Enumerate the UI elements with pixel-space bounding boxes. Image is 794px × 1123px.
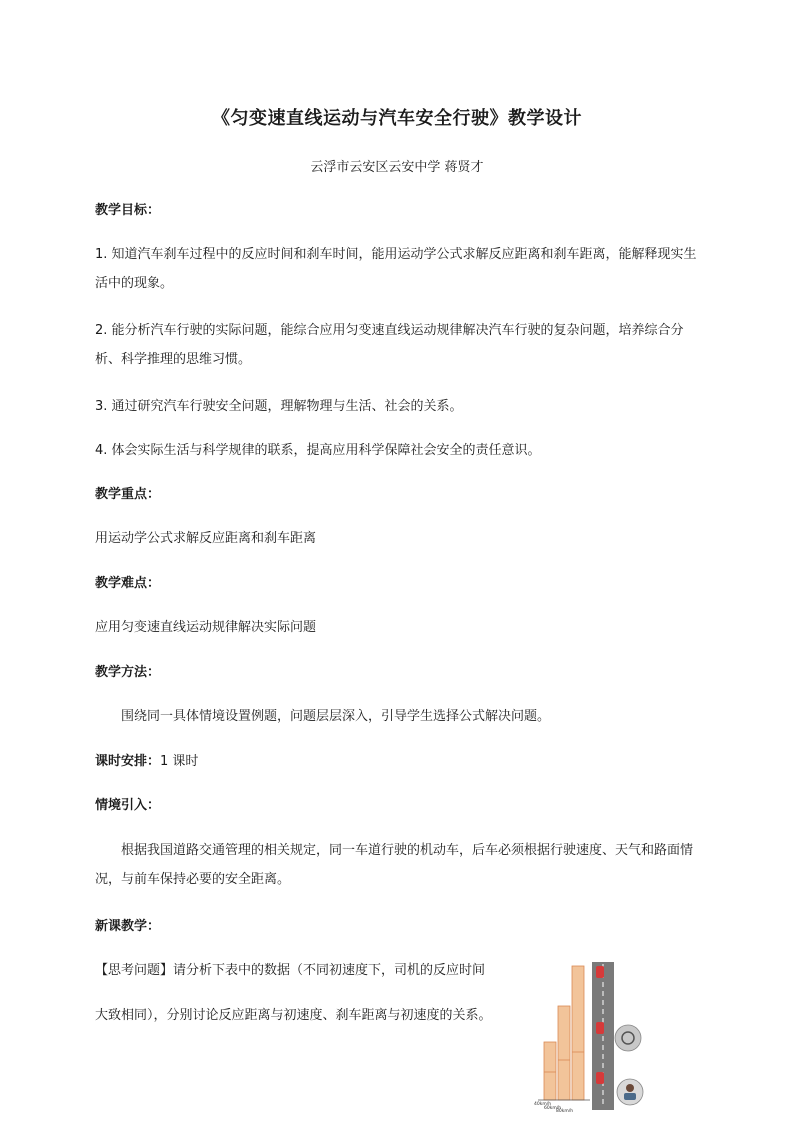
braking-distance-illustration [530,960,650,1112]
question-line-2: 大致相同），分别讨论反应距离与初速度、刹车距离与初速度的关系。 [95,1008,492,1023]
method-heading: 教学方法： [95,665,161,680]
car-icon [596,966,604,978]
objective-item-4: 4. 体会实际生活与科学规律的联系，提高应用科学保障社会安全的责任意识。 [95,443,541,458]
speed-label: 80km/h [556,1109,574,1112]
objective-item-3: 3. 通过研究汽车行驶安全问题，理解物理与生活、社会的关系。 [95,399,463,414]
car-icon [596,1072,604,1084]
intro-text: 根据我国道路交通管理的相关规定，同一车道行驶的机动车，后车必须根据行驶速度、天气和路面情况，与前车保持必要的安全距离。 [95,843,694,887]
distance-bar [572,966,584,1100]
objective-item-1: 1. 知道汽车刹车过程中的反应时间和刹车时间，能用运动学公式求解反应距离和刹车距离，能解释现实生活中的现象。 [95,247,697,291]
steering-wheel-icon [615,1025,641,1051]
author-line: 云浮市云安区云安中学 蒋贤才 [310,160,484,175]
speed-label: 60km/h [544,1106,562,1111]
key-point-heading: 教学重点： [95,487,161,502]
objective-item-2: 2. 能分析汽车行驶的实际问题，能综合应用匀变速直线运动规律解决汽车行驶的复杂问题，培养综合分析、科学推理的思维习惯。 [95,323,684,367]
schedule-heading: 课时安排： [95,754,161,769]
difficulty-text: 应用匀变速直线运动规律解决实际问题 [95,620,317,635]
intro-heading: 情境引入： [95,798,161,813]
objectives-heading: 教学目标： [95,203,161,218]
distance-bar [558,1006,570,1100]
speed-label: 40km/h [534,1102,552,1107]
driver-body [624,1093,636,1100]
page-title: 《匀变速直线运动与汽车安全行驶》教学设计 [212,108,582,129]
question-line-1: 【思考问题】请分析下表中的数据（不同初速度下，司机的反应时间 [95,963,486,978]
difficulty-heading: 教学难点： [95,576,161,591]
schedule-text: 1 课时 [160,754,199,769]
schedule-line [95,747,705,776]
new-lesson-heading: 新课教学： [95,919,161,934]
driver-head [626,1084,634,1092]
method-text: 围绕同一具体情境设置例题，问题层层深入，引导学生选择公式解决问题。 [121,709,551,724]
distance-bar [544,1042,556,1100]
key-point-text: 用运动学公式求解反应距离和刹车距离 [95,531,317,546]
car-icon [596,1022,604,1034]
braking-distance-figure [530,960,650,1112]
